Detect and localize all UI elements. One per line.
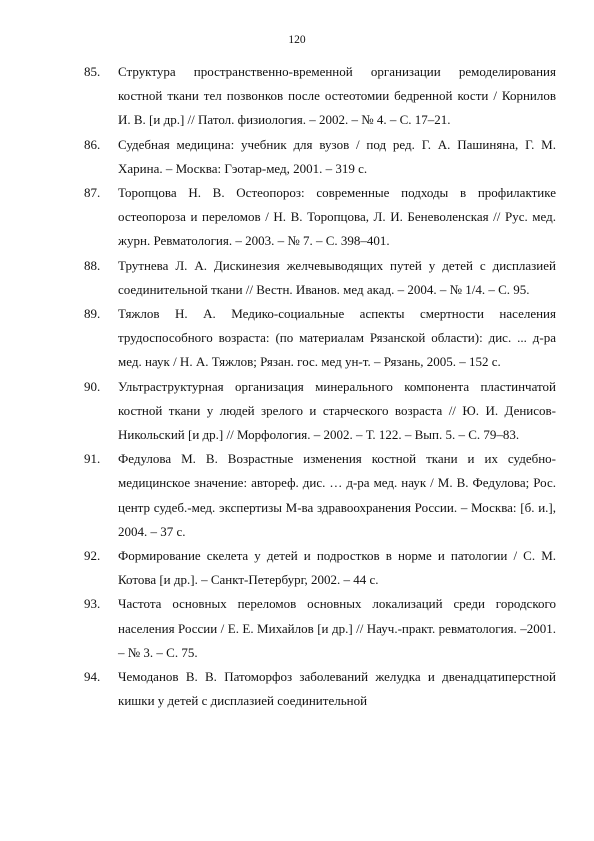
reference-text: Ультраструктурная организация минерального компонента пластинчатой костной ткани у людей зрелого и старческого возраста // Ю. И. Денисов-Никольский [и др.] // Морфология. – 2002. – Т. 122. – Вып. 5. – С. 79–83. [118,378,556,443]
reference-item [84,544,556,592]
reference-item [84,60,556,133]
reference-text: Чемоданов В. В. Патоморфоз заболеваний желудка и двенадцатиперстной кишки у детей с дисплазией соединительной [118,669,556,709]
reference-text: Торопцова Н. В. Остеопороз: современные подходы в профилактике остеопороза и переломов / Н. В. Торопцова, Л. И. Беневоленская // Рус. мед. журн. Ревматология. – 2003. – № 7. – С. 398–401. [118,185,556,249]
reference-item [84,375,556,448]
reference-item [84,447,556,544]
reference-list [84,60,556,713]
reference-item [84,181,556,254]
reference-item [84,133,556,181]
reference-number: 86. [84,136,101,152]
reference-number: 91. [84,451,101,467]
page-number: 120 [288,34,306,46]
reference-text: Частота основных переломов основных локализаций среди городского населения России / Е. Е. Михайлов [и др.] // Науч.-практ. ревматология. –2001. – № 3. – С. 75. [118,596,556,660]
reference-number: 92. [84,548,101,564]
reference-number: 94. [84,669,101,685]
reference-text: Федулова М. В. Возрастные изменения костной ткани и их судебно-медицинское значение: автореф. дис. … д-ра мед. наук / М. В. Федулова; Рос. центр судеб.-мед. экспертизы М-ва здравоохранения России. – Москва: [б. и.], 2004. – 37 с. [118,451,556,539]
reference-item [84,254,556,302]
reference-text: Структура пространственно-временной организации ремоделирования костной ткани тел позвонков после остеотомии бедренной кости / Корнилов И. В. [и др.] // Патол. физиология. – 2002. – № 4. – С. 17–21. [118,64,556,128]
reference-number: 90. [84,378,101,394]
reference-text: Тяжлов Н. А. Медико-социальные аспекты смертности населения трудоспособного возраста: (по материалам Рязанской области): дис. ... д-ра мед. наук / Н. А. Тяжлов; Рязан. гос. мед ун-т. – Рязань, 2005. – 152 с. [118,306,556,370]
reference-number: 87. [84,185,101,201]
reference-item [84,302,556,375]
reference-text: Формирование скелета у детей и подростков в норме и патологии / С. М. Котова [и др.]. – Санкт-Петербург, 2002. – 44 с. [118,548,556,588]
reference-text: Трутнева Л. А. Дискинезия желчевыводящих путей у детей с дисплазией соединительной ткани // Вестн. Иванов. мед акад. – 2004. – № 1/4. – С. 95. [118,257,556,297]
reference-number: 93. [84,596,101,612]
reference-item [84,665,556,713]
reference-number: 85. [84,64,101,79]
reference-text: Судебная медицина: учебник для вузов / под ред. Г. А. Пашиняна, Г. М. Харина. – Москва: Гэотар-мед, 2001. – 319 с. [118,136,556,176]
reference-item [84,592,556,665]
reference-number: 89. [84,306,101,322]
reference-number: 88. [84,257,101,273]
